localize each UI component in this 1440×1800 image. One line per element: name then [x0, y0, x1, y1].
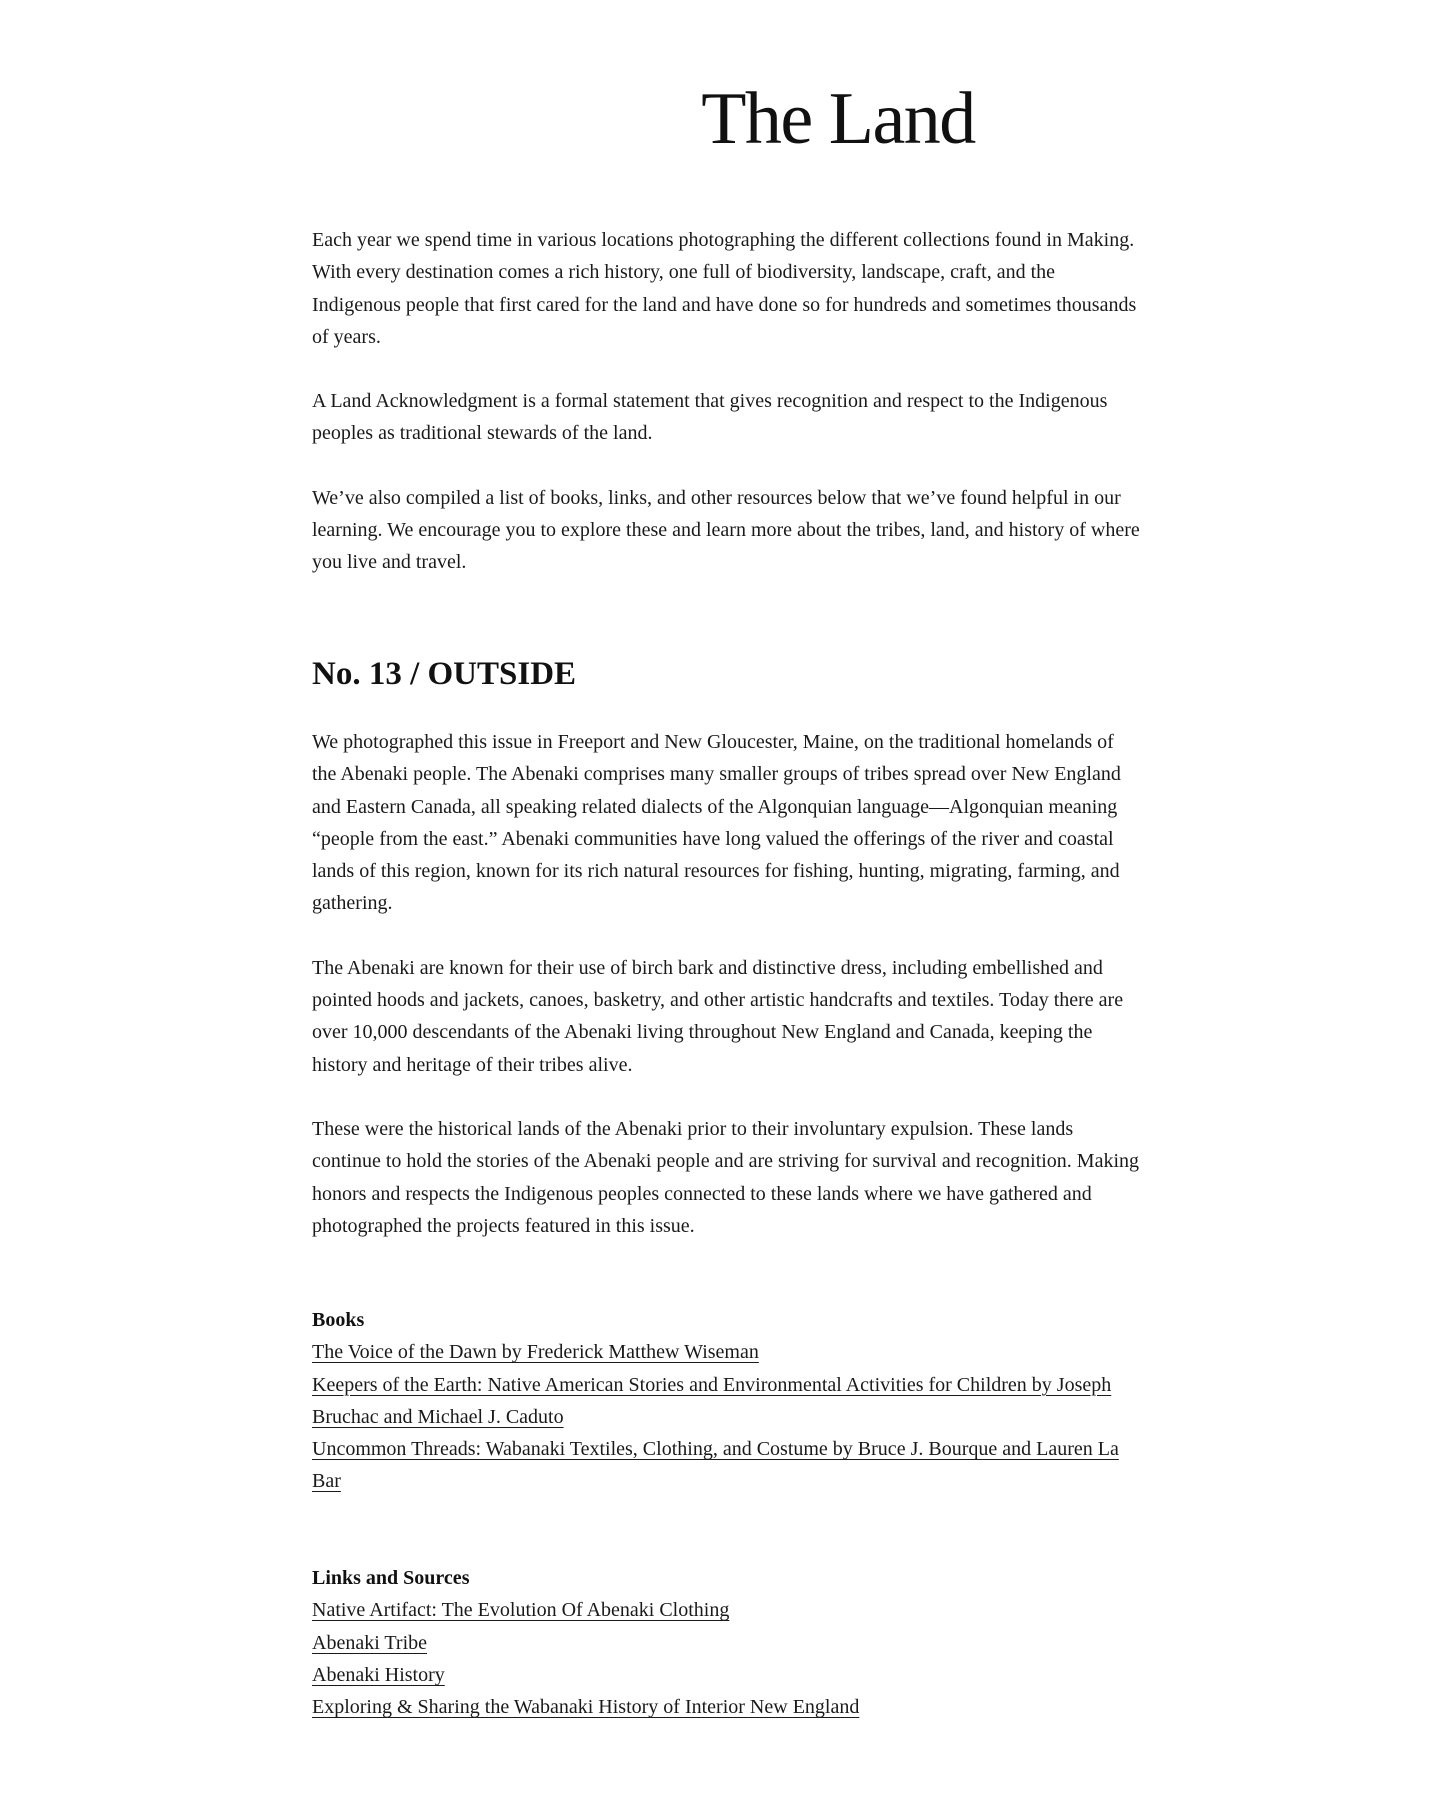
intro-section	[312, 224, 1142, 579]
source-link-wabanaki-history[interactable]: Exploring & Sharing the Wabanaki History of Interior New England	[312, 1696, 860, 1719]
list-item	[312, 1594, 1142, 1626]
links-section	[312, 1562, 1142, 1723]
books-section	[312, 1304, 1142, 1498]
issue-paragraph-2: The Abenaki are known for their use of birch bark and distinctive dress, including embellished and pointed hoods and jackets, canoes, basketry, and other artistic handcrafts and textiles. Today there are over 10,000 descendants of the Abenaki living throughout New England and Canada, keeping the history and heritage of their tribes alive.	[312, 956, 1124, 1076]
list-item	[312, 1659, 1142, 1691]
list-item	[312, 1433, 1142, 1498]
book-link-uncommon-threads[interactable]: Uncommon Threads: Wabanaki Textiles, Clothing, and Costume by Bruce J. Bourque and Lauren La Bar	[312, 1438, 1119, 1493]
list-item	[312, 1336, 1142, 1368]
intro-paragraph-3: We’ve also compiled a list of books, links, and other resources below that we’ve found helpful in our learning. We encourage you to explore these and learn more about the tribes, land, and history of where you live and travel.	[312, 486, 1140, 574]
issue-paragraph-3: These were the historical lands of the Abenaki prior to their involuntary expulsion. These lands continue to hold the stories of the Abenaki people and are striving for survival and recognition. Making honors and respects the Indigenous peoples connected to these lands where we have gathered and photographed the projects featured in this issue.	[312, 1117, 1140, 1237]
list-item	[312, 1691, 1142, 1723]
intro-paragraph-2: A Land Acknowledgment is a formal statement that gives recognition and respect to the Indigenous peoples as traditional stewards of the land.	[312, 390, 1108, 445]
page-title: The Land	[701, 78, 975, 160]
intro-paragraph-1: Each year we spend time in various locations photographing the different collections found in Making. With every destination comes a rich history, one full of biodiversity, landscape, craft, and the Indigenous people that first cared for the land and have done so for hundreds and sometimes thousands of years.	[312, 229, 1137, 348]
issue-paragraph-1: We photographed this issue in Freeport and New Gloucester, Maine, on the traditional homelands of the Abenaki people. The Abenaki comprises many smaller groups of tribes spread over New England and Eastern Canada, all speaking related dialects of the Algonquian language—Algonquian meaning “people from the east.” Abenaki communities have long valued the offerings of the river and coastal lands of this region, known for its rich natural resources for fishing, hunting, migrating, farming, and gathering.	[312, 731, 1121, 915]
book-link-keepers-of-the-earth[interactable]: Keepers of the Earth: Native American Stories and Environmental Activities for Children by Joseph Bruchac and Michael J. Caduto	[312, 1373, 1112, 1428]
issue-heading: No. 13 / OUTSIDE	[312, 656, 577, 692]
book-link-voice-of-the-dawn[interactable]: The Voice of the Dawn by Frederick Matthew Wiseman	[312, 1341, 759, 1364]
source-link-abenaki-clothing[interactable]: Native Artifact: The Evolution Of Abenaki Clothing	[312, 1599, 730, 1622]
source-link-abenaki-tribe[interactable]: Abenaki Tribe	[312, 1631, 427, 1654]
links-list	[312, 1594, 1142, 1723]
list-item	[312, 1369, 1142, 1434]
books-list	[312, 1336, 1142, 1497]
list-item	[312, 1627, 1142, 1659]
books-heading: Books	[312, 1309, 365, 1331]
issue-section	[312, 726, 1142, 1274]
source-link-abenaki-history[interactable]: Abenaki History	[312, 1663, 445, 1686]
links-heading: Links and Sources	[312, 1567, 470, 1589]
main-content	[312, 224, 1142, 1719]
